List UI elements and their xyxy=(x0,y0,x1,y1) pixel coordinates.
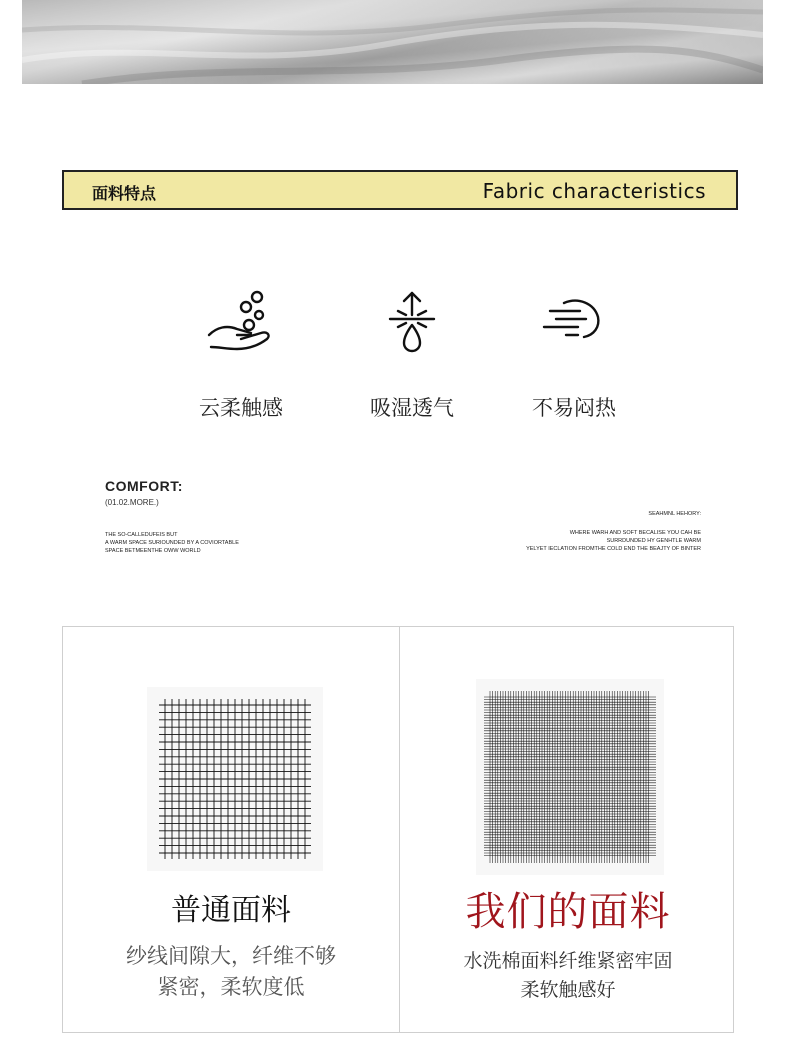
comfort-right-title: SEAHMNL HEHORY: xyxy=(648,511,701,517)
fabric-comparison xyxy=(62,626,734,1033)
feature-breathable xyxy=(342,285,482,422)
hand-bubbles-icon xyxy=(201,285,281,365)
fabric-photo xyxy=(22,0,763,84)
comfort-right-line: WHERE WARH AND SOFT BECALISE YOU CAH BE xyxy=(569,530,701,536)
ordinary-fabric-title: 普通面料 xyxy=(171,893,291,928)
feature-label: 不易闷热 xyxy=(532,396,616,420)
comfort-left-line: SPACE BETMEENTHE OWW WORLD xyxy=(105,548,201,554)
description-line: 柔软触感好 xyxy=(520,979,616,1001)
wind-cloud-icon xyxy=(534,285,614,365)
section-banner xyxy=(62,170,738,210)
comfort-subtitle: (01.02.MORE.) xyxy=(105,498,159,507)
comfort-left-line: THE SO-CALLEDUFEIS BUT xyxy=(105,532,178,538)
comfort-right-line: YELYET IECLATION FROMTHE COLD END THE BEAJTY OF BINTER xyxy=(526,546,701,552)
comfort-right-text xyxy=(526,529,701,553)
banner-title-cn: 面料特点 xyxy=(92,184,157,203)
description-line: 水洗棉面料纤维紧密牢固 xyxy=(463,950,673,972)
comfort-right-line: SURRDUNDED HY GENHTLE WARM xyxy=(606,538,701,544)
our-fabric-title: 我们的面料 xyxy=(465,889,671,935)
ordinary-fabric-description xyxy=(63,941,399,1003)
banner-title-en: Fabric characteristics xyxy=(482,179,706,203)
ordinary-fabric-panel xyxy=(63,627,399,1032)
feature-label: 吸湿透气 xyxy=(370,396,454,420)
comfort-left-line: A WARM SPACE SURIOUNDED BY A COVIORTABLE xyxy=(105,540,239,546)
comfort-title: COMFORT: xyxy=(105,478,183,494)
our-fabric-panel xyxy=(400,627,736,1032)
moisture-drop-icon xyxy=(372,285,452,365)
feature-soft-touch xyxy=(171,285,311,422)
description-line: 紧密，柔软度低 xyxy=(157,975,305,999)
description-line: 纱线间隙大，纤维不够 xyxy=(126,944,336,968)
feature-not-stuffy xyxy=(504,285,644,422)
feature-label: 云柔触感 xyxy=(199,396,283,420)
our-fabric-description xyxy=(400,947,736,1005)
dense-weave-illustration xyxy=(476,679,664,875)
loose-weave-illustration xyxy=(147,687,323,871)
comfort-left-text xyxy=(105,531,239,555)
